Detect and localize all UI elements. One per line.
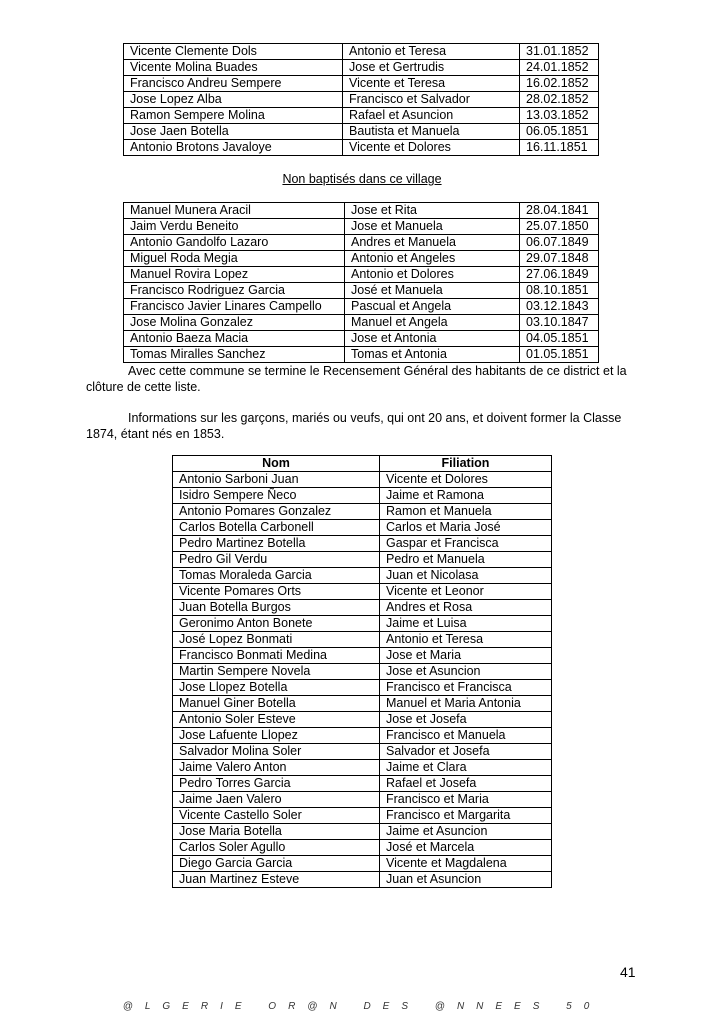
name-cell: Pedro Martinez Botella (173, 536, 380, 552)
date-cell: 06.07.1849 (520, 235, 599, 251)
table-row (124, 251, 599, 267)
class-info-paragraph-text: Informations sur les garçons, mariés ou veufs, qui ont 20 ans, et doivent former la Classe 1874, étant nés en 1853. (86, 411, 622, 441)
date-cell: 03.10.1847 (520, 315, 599, 331)
name-cell: Francisco Bonmati Medina (173, 648, 380, 664)
name-cell: Antonio Gandolfo Lazaro (124, 235, 345, 251)
filiation-cell: Jose et Josefa (380, 712, 552, 728)
births-table-baptized (123, 43, 599, 156)
date-cell: 28.04.1841 (520, 203, 599, 219)
name-cell: Miguel Roda Megia (124, 251, 345, 267)
name-cell: Jose Jaen Botella (124, 124, 343, 140)
date-cell: 13.03.1852 (520, 108, 599, 124)
table-row (173, 472, 552, 488)
table-row (124, 44, 599, 60)
parents-cell: Jose et Manuela (345, 219, 520, 235)
table-row (124, 267, 599, 283)
name-cell: Tomas Moraleda Garcia (173, 568, 380, 584)
table-row (173, 488, 552, 504)
name-cell: Francisco Andreu Sempere (124, 76, 343, 92)
parents-cell: Antonio et Dolores (345, 267, 520, 283)
filiation-cell: José et Marcela (380, 840, 552, 856)
parents-cell: Vicente et Dolores (343, 140, 520, 156)
table-row (124, 92, 599, 108)
name-cell: Isidro Sempere Ñeco (173, 488, 380, 504)
table-row (173, 552, 552, 568)
date-cell: 16.02.1852 (520, 76, 599, 92)
births-table-non-baptized (123, 202, 599, 363)
name-cell: Jose Molina Gonzalez (124, 315, 345, 331)
table-row (173, 760, 552, 776)
table-row (173, 664, 552, 680)
table-row (173, 856, 552, 872)
table-row (124, 76, 599, 92)
filiation-cell: Pedro et Manuela (380, 552, 552, 568)
name-cell: Jose Lafuente Llopez (173, 728, 380, 744)
filiation-cell: Vicente et Magdalena (380, 856, 552, 872)
section-title-non-baptized: Non baptisés dans ce village (282, 172, 442, 186)
filiation-cell: Francisco et Margarita (380, 808, 552, 824)
filiation-cell: Gaspar et Francisca (380, 536, 552, 552)
table-row (173, 696, 552, 712)
name-cell: Francisco Rodriguez Garcia (124, 283, 345, 299)
name-cell: Salvador Molina Soler (173, 744, 380, 760)
filiation-cell: Vicente et Leonor (380, 584, 552, 600)
table-row (173, 744, 552, 760)
filiation-cell: Ramon et Manuela (380, 504, 552, 520)
parents-cell: Jose et Rita (345, 203, 520, 219)
date-cell: 03.12.1843 (520, 299, 599, 315)
table-row (173, 824, 552, 840)
name-cell: Geronimo Anton Bonete (173, 616, 380, 632)
table-row (124, 124, 599, 140)
date-cell: 06.05.1851 (520, 124, 599, 140)
conscripts-table-body (173, 472, 552, 888)
filiation-cell: Jaime et Ramona (380, 488, 552, 504)
name-cell: Carlos Botella Carbonell (173, 520, 380, 536)
table-row (173, 568, 552, 584)
conscripts-table (172, 455, 552, 888)
table-row (173, 648, 552, 664)
table-row (124, 347, 599, 363)
parents-cell: Andres et Manuela (345, 235, 520, 251)
name-cell: Pedro Gil Verdu (173, 552, 380, 568)
table-row (173, 632, 552, 648)
table-row (173, 600, 552, 616)
table-row (173, 776, 552, 792)
filiation-cell: Francisco et Maria (380, 792, 552, 808)
parents-cell: Bautista et Manuela (343, 124, 520, 140)
name-cell: Vicente Clemente Dols (124, 44, 343, 60)
date-cell: 24.01.1852 (520, 60, 599, 76)
name-cell: Vicente Molina Buades (124, 60, 343, 76)
name-cell: Juan Botella Burgos (173, 600, 380, 616)
table-row (124, 60, 599, 76)
parents-cell: Tomas et Antonia (345, 347, 520, 363)
filiation-cell: Jaime et Asuncion (380, 824, 552, 840)
date-cell: 25.07.1850 (520, 219, 599, 235)
name-cell: Vicente Castello Soler (173, 808, 380, 824)
name-cell: Antonio Sarboni Juan (173, 472, 380, 488)
filiation-cell: Andres et Rosa (380, 600, 552, 616)
column-header-nom: Nom (173, 456, 380, 472)
name-cell: Antonio Baeza Macia (124, 331, 345, 347)
filiation-cell: Rafael et Josefa (380, 776, 552, 792)
footer-text: @LGERIE OR@N DES @NNEES 50 (122, 1001, 602, 1012)
conscripts-table-header (173, 456, 552, 472)
table-row (173, 616, 552, 632)
births-table-body (124, 44, 599, 156)
table-row (173, 504, 552, 520)
date-cell: 16.11.1851 (520, 140, 599, 156)
name-cell: Jose Lopez Alba (124, 92, 343, 108)
date-cell: 08.10.1851 (520, 283, 599, 299)
name-cell: Pedro Torres Garcia (173, 776, 380, 792)
filiation-cell: Jose et Maria (380, 648, 552, 664)
name-cell: Jose Maria Botella (173, 824, 380, 840)
filiation-cell: Jaime et Luisa (380, 616, 552, 632)
table-row (124, 235, 599, 251)
name-cell: Manuel Rovira Lopez (124, 267, 345, 283)
parents-cell: Jose et Antonia (345, 331, 520, 347)
filiation-cell: Francisco et Manuela (380, 728, 552, 744)
filiation-cell: Salvador et Josefa (380, 744, 552, 760)
name-cell: Francisco Javier Linares Campello (124, 299, 345, 315)
name-cell: Antonio Pomares Gonzalez (173, 504, 380, 520)
parents-cell: Rafael et Asuncion (343, 108, 520, 124)
parents-cell: Antonio et Teresa (343, 44, 520, 60)
filiation-cell: Carlos et Maria José (380, 520, 552, 536)
births-table-body (124, 203, 599, 363)
name-cell: Jaime Valero Anton (173, 760, 380, 776)
date-cell: 29.07.1848 (520, 251, 599, 267)
class-info-paragraph (86, 410, 646, 442)
name-cell: Martin Sempere Novela (173, 664, 380, 680)
closing-paragraph (86, 363, 646, 395)
table-row (173, 792, 552, 808)
table-row (124, 108, 599, 124)
parents-cell: José et Manuela (345, 283, 520, 299)
name-cell: José Lopez Bonmati (173, 632, 380, 648)
filiation-cell: Antonio et Teresa (380, 632, 552, 648)
name-cell: Diego Garcia Garcia (173, 856, 380, 872)
parents-cell: Francisco et Salvador (343, 92, 520, 108)
table-row (173, 536, 552, 552)
date-cell: 31.01.1852 (520, 44, 599, 60)
name-cell: Manuel Munera Aracil (124, 203, 345, 219)
filiation-cell: Juan et Asuncion (380, 872, 552, 888)
parents-cell: Jose et Gertrudis (343, 60, 520, 76)
filiation-cell: Manuel et Maria Antonia (380, 696, 552, 712)
name-cell: Carlos Soler Agullo (173, 840, 380, 856)
table-row (124, 219, 599, 235)
table-row (124, 331, 599, 347)
table-row (124, 315, 599, 331)
table-row (173, 872, 552, 888)
name-cell: Jose Llopez Botella (173, 680, 380, 696)
name-cell: Antonio Brotons Javaloye (124, 140, 343, 156)
table-row (173, 728, 552, 744)
name-cell: Juan Martinez Esteve (173, 872, 380, 888)
header-row (173, 456, 552, 472)
filiation-cell: Francisco et Francisca (380, 680, 552, 696)
table-row (173, 520, 552, 536)
table-row (124, 203, 599, 219)
date-cell: 27.06.1849 (520, 267, 599, 283)
name-cell: Antonio Soler Esteve (173, 712, 380, 728)
closing-paragraph-text: Avec cette commune se termine le Recensement Général des habitants de ce district et la clôture de cette liste. (86, 364, 627, 394)
filiation-cell: Vicente et Dolores (380, 472, 552, 488)
name-cell: Manuel Giner Botella (173, 696, 380, 712)
page-number: 41 (620, 964, 636, 980)
name-cell: Jaime Jaen Valero (173, 792, 380, 808)
table-row (173, 840, 552, 856)
column-header-filiation: Filiation (380, 456, 552, 472)
table-row (173, 680, 552, 696)
name-cell: Ramon Sempere Molina (124, 108, 343, 124)
date-cell: 04.05.1851 (520, 331, 599, 347)
filiation-cell: Jaime et Clara (380, 760, 552, 776)
name-cell: Tomas Miralles Sanchez (124, 347, 345, 363)
date-cell: 01.05.1851 (520, 347, 599, 363)
table-row (124, 299, 599, 315)
table-row (173, 808, 552, 824)
table-row (124, 283, 599, 299)
table-row (173, 712, 552, 728)
name-cell: Jaim Verdu Beneito (124, 219, 345, 235)
parents-cell: Pascual et Angela (345, 299, 520, 315)
parents-cell: Antonio et Angeles (345, 251, 520, 267)
name-cell: Vicente Pomares Orts (173, 584, 380, 600)
parents-cell: Vicente et Teresa (343, 76, 520, 92)
table-row (173, 584, 552, 600)
parents-cell: Manuel et Angela (345, 315, 520, 331)
date-cell: 28.02.1852 (520, 92, 599, 108)
table-row (124, 140, 599, 156)
filiation-cell: Juan et Nicolasa (380, 568, 552, 584)
filiation-cell: Jose et Asuncion (380, 664, 552, 680)
